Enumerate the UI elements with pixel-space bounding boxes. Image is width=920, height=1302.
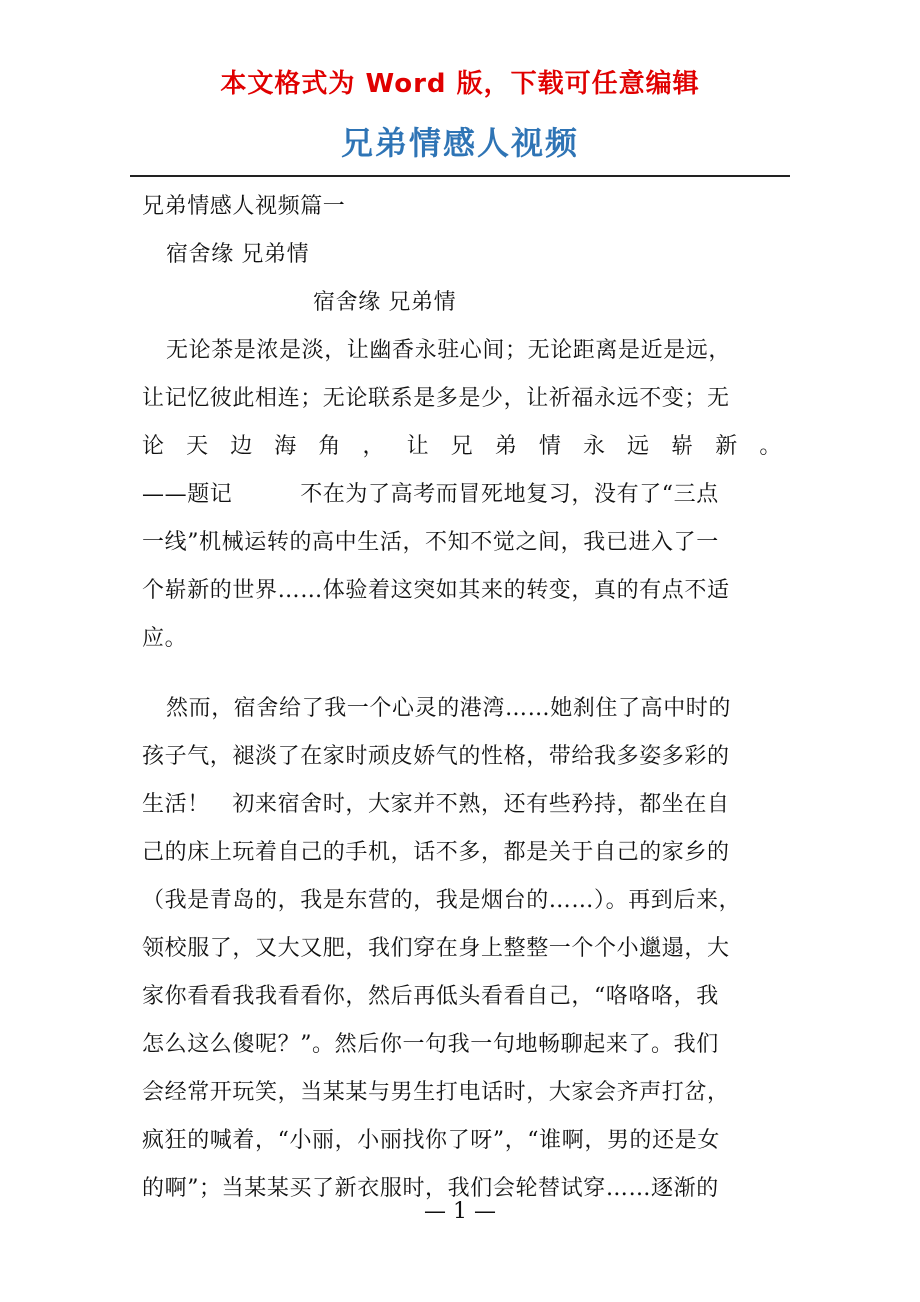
paragraph-line: 家你看看我我看看你，然后再低头看看自己，“咯咯咯，我 (142, 984, 719, 1009)
paragraph-line: 己的床上玩着自己的手机，话不多，都是关于自己的家乡的 (142, 840, 730, 865)
char: 天 (186, 434, 209, 459)
char: 角 (318, 434, 341, 459)
format-banner: 本文格式为 Word 版，下载可任意编辑 (220, 69, 700, 99)
paragraph-line: 孩子气，褪淡了在家时顽皮娇气的性格，带给我多姿多彩的 (142, 744, 730, 769)
char: 边 (230, 434, 253, 459)
paragraph-2 (142, 685, 782, 1213)
paragraph-line: （我是青岛的，我是东营的，我是烟台的……）。再到后来， (142, 888, 742, 913)
char: 远 (627, 434, 650, 459)
title-divider (130, 175, 790, 177)
char: 永 (582, 434, 606, 459)
document-title: 兄弟情感人视频 (340, 124, 579, 162)
document-body (142, 183, 782, 1213)
char: 。 (759, 434, 782, 459)
paragraph-gap (142, 663, 782, 685)
char: 情 (538, 434, 562, 459)
justified-line (142, 423, 782, 471)
paragraph-line: 一线”机械运转的高中生活，不知不觉之间，我已进入了一 (142, 530, 719, 555)
char: 崭 (671, 434, 694, 459)
paragraph-line: 无论茶是浓是淡，让幽香永驻心间；无论距离是近是远， (166, 338, 732, 363)
char: 兄 (450, 434, 474, 459)
char: 弟 (494, 434, 518, 459)
paragraph-line: 让记忆彼此相连；无论联系是多是少，让祈福永远不变；无 (142, 386, 730, 411)
char: 新 (715, 434, 738, 459)
section-heading: 宿舍缘 兄弟情 (166, 242, 310, 267)
paragraph-line: 个崭新的世界……体验着这突如其来的转变，真的有点不适 (142, 578, 730, 603)
paragraph-line: 领校服了，又大又肥，我们穿在身上整整一个个小邋遢，大 (142, 936, 730, 961)
paragraph-line: 的啊”；当某某买了新衣服时，我们会轮替试穿……逐渐的 (142, 1176, 719, 1201)
paragraph-line: 怎么这么傻呢？”。然后你一句我一句地畅聊起来了。我们 (142, 1032, 719, 1057)
page-number: — 1 — (424, 1199, 496, 1224)
paragraph-line: 疯狂的喊着，“小丽，小丽找你了呀”，“谁啊，男的还是女 (142, 1128, 720, 1153)
paragraph-1 (142, 327, 782, 663)
char: ， (362, 434, 386, 459)
centered-heading: 宿舍缘 兄弟情 (313, 290, 457, 315)
paragraph-line: 应。 (142, 626, 188, 651)
char: 海 (274, 434, 297, 459)
paragraph-line: ——题记 不在为了高考而冒死地复习，没有了“三点 (142, 482, 719, 507)
char: 让 (406, 434, 430, 459)
paragraph-line: 生活！ 初来宿舍时，大家并不熟，还有些矜持，都坐在自 (142, 792, 730, 817)
subheading: 兄弟情感人视频篇一 (142, 194, 346, 219)
char: 论 (142, 434, 165, 459)
paragraph-line: 然而，宿舍给了我一个心灵的港湾……她刹住了高中时的 (166, 696, 732, 721)
paragraph-line: 会经常开玩笑，当某某与男生打电话时，大家会齐声打岔， (142, 1080, 730, 1105)
